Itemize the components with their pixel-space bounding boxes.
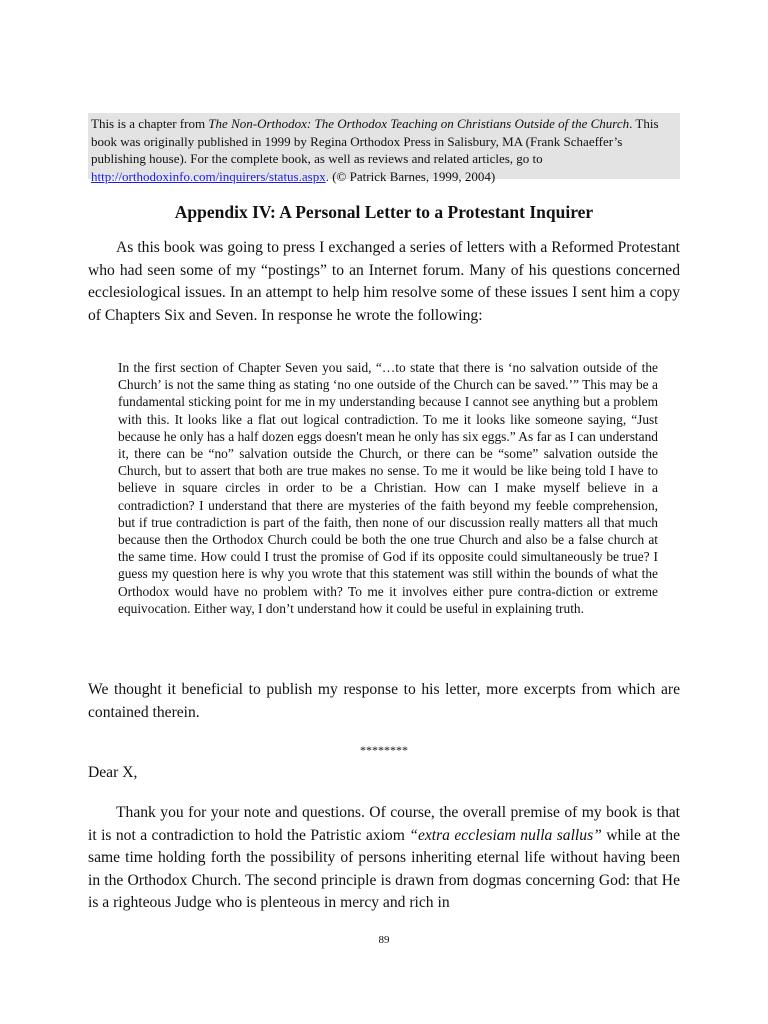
salutation: Dear X, xyxy=(88,764,138,781)
notice-link[interactable]: http://orthodoxinfo.com/inquirers/status.aspx xyxy=(91,168,326,184)
notice-suffix: . (© Patrick Barnes, 1999, 2004) xyxy=(325,168,496,184)
page-title: Appendix IV: A Personal Letter to a Protestant Inquirer xyxy=(174,202,594,222)
source-notice-box xyxy=(88,113,680,184)
letter-text-part1: Thank you for your note and questions. Of course, the overall premise of my book is that it is not a contradiction to hold the Patristic axiom xyxy=(88,804,680,844)
section-separator: ******** xyxy=(360,743,408,757)
followup-paragraph: We thought it beneficial to publish my response to his letter, more excerpts from which are contained therein. xyxy=(88,681,680,721)
notice-book-title: The Non-Orthodox: The Orthodox Teaching on Christians Outside of the Church xyxy=(208,116,630,131)
notice-prefix: This is a chapter from xyxy=(91,116,209,131)
notice-body: . This book was originally published in 1999 by Regina Orthodox Press in Salisbury, MA (Frank Schaeffer’s publishing house). For the complete book, as well as reviews and related articles, go to xyxy=(91,116,659,167)
intro-paragraph: As this book was going to press I exchanged a series of letters with a Reformed Protestant who had seen some of my “postings” to an Internet forum. Many of his questions concerned ecclesiological issues. In an attempt to help him resolve some of these issues I sent him a copy of Chapters Six and Seven. In response he wrote the following: xyxy=(88,239,680,324)
page-number: 89 xyxy=(378,934,390,946)
letter-text-part2: while at the same time holding forth the possibility of persons inheriting eternal life without having been in the Orthodox Church. The second principle is drawn from dogmas concerning God: that He is a righteous Judge who is plenteous in mercy and rich in xyxy=(88,826,680,911)
letter-paragraph xyxy=(88,802,680,915)
block-quote: In the first section of Chapter Seven you said, “…to state that there is ‘no salvation outside of the Church’ is not the same thing as stating ‘no one outside of the Church can be saved.’” This may be a fundamental sticking point for me in my understanding because I cannot see anything but a problem with this. It looks like a flat out logical contradiction. To me it looks like someone saying, “Just because he only has a half dozen eggs doesn't mean he only has six eggs.” As far as I can understand it, there can be “no” salvation outside the Church, or there can be “some” salvation outside the Church, but to assert that both are true makes no sense. To me it would be like being told I have to believe in square circles in order to be a Christian. How can I make myself believe in a contradiction? I understand that there are mysteries of the faith beyond my feeble comprehension, but if true contradiction is part of the faith, then none of our discussion really matters all that much because then the Orthodox Church could be both the one true Church and also be a false church at the same time. How could I trust the promise of God if its opposite could simultaneously be true? I guess my question here is why you wrote that this statement was still within the bounds of what the Orthodox would have no problem with? To me it involves either pure contra-diction or extreme equivocation. Either way, I don’t understand how it could be useful in explaining truth. xyxy=(118,360,658,616)
latin-axiom: “extra ecclesiam nulla sallus” xyxy=(409,826,602,844)
